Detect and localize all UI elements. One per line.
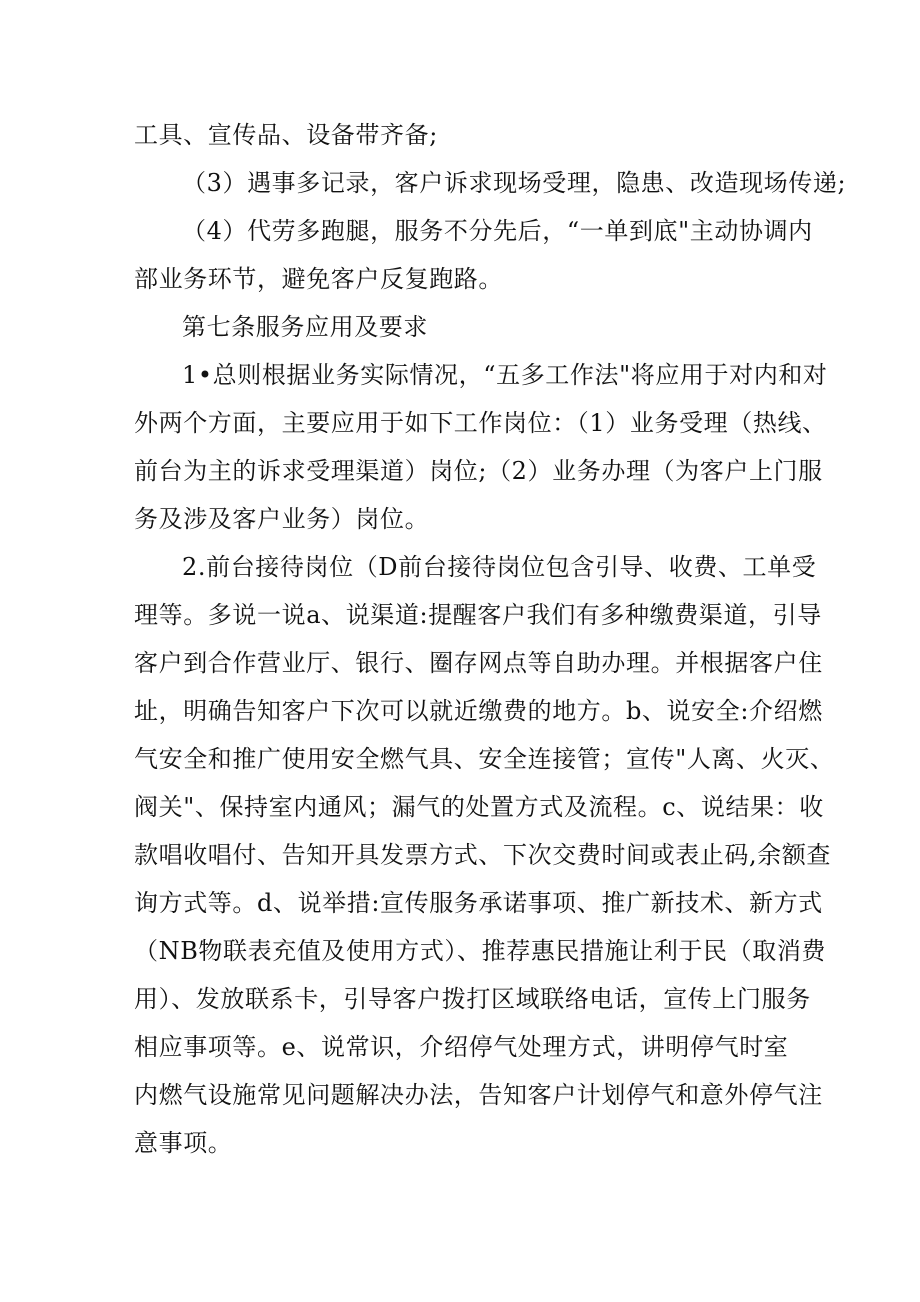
text-line-14: 气安全和推广使用安全燃气具、安全连接管；宣传"人离、火灭、 [134, 745, 835, 773]
text-line-2: （3）遇事多记录，客户诉求现场受理，隐患、改造现场传递; [182, 169, 847, 197]
text-line-12: 客户到合作营业厅、银行、圈存网点等自助办理。并根据客户住 [134, 649, 823, 677]
section-heading: 第七条服务应用及要求 [182, 313, 428, 341]
text-line-8: 前台为主的诉求受理渠道）岗位;（2）业务办理（为客户上门服 [134, 457, 823, 485]
text-line-3: （4）代劳多跑腿，服务不分先后，“一单到底"主动协调内 [182, 217, 813, 245]
text-line-20: 相应事项等。e、说常识，介绍停气处理方式，讲明停气时室 [134, 1033, 789, 1061]
text-line-10: 2.前台接待岗位（D前台接待岗位包含引导、收费、工单受 [182, 553, 817, 581]
text-line-11: 理等。多说一说a、说渠道:提醒客户我们有多种缴费渠道，引导 [134, 601, 822, 629]
text-line-17: 询方式等。d、说举措:宣传服务承诺事项、推广新技术、新方式 [134, 889, 823, 917]
text-line-7: 外两个方面，主要应用于如下工作岗位：（1）业务受理（热线、 [134, 409, 827, 437]
text-line-9: 务及涉及客户业务）岗位。 [134, 505, 430, 533]
text-line-15: 阀关"、保持室内通风；漏气的处置方式及流程。c、说结果：收 [134, 793, 824, 821]
text-line-22: 意事项。 [134, 1129, 233, 1157]
text-line-13: 址，明确告知客户下次可以就近缴费的地方。b、说安全:介绍燃 [134, 697, 823, 725]
text-line-1: 工具、宣传品、设备带齐备; [134, 121, 438, 149]
text-line-21: 内燃气设施常见问题解决办法，告知客户计划停气和意外停气注 [134, 1081, 823, 1109]
text-line-6: 1•总则根据业务实际情况，“五多工作法"将应用于对内和对 [182, 361, 828, 389]
text-line-16: 款唱收唱付、告知开具发票方式、下次交费时间或表止码,余额查 [134, 841, 832, 869]
text-line-19: 用）、发放联系卡，引导客户拨打区域联络电话，宣传上门服务 [134, 985, 811, 1013]
text-line-4: 部业务环节，避免客户反复跑路。 [134, 265, 503, 293]
text-line-18: （NB物联表充值及使用方式）、推荐惠民措施让利于民（取消费 [134, 937, 827, 965]
